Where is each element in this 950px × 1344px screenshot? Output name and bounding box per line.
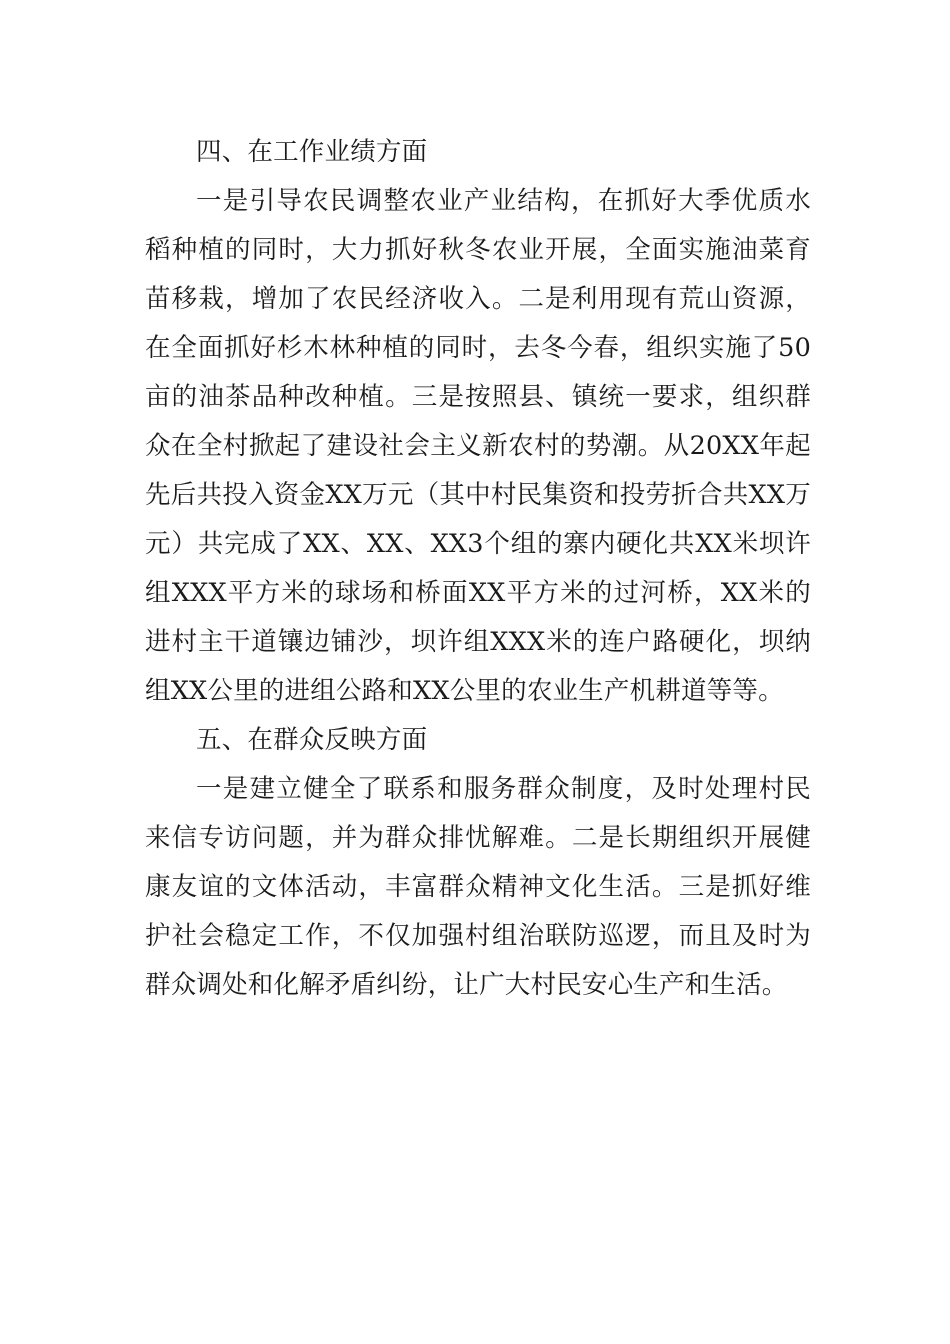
- document-body: [145, 128, 811, 1010]
- section-5-paragraph: 一是建立健全了联系和服务群众制度，及时处理村民来信专访问题，并为群众排忧解难。二是长期组织开展健康友谊的文体活动，丰富群众精神文化生活。三是抓好维护社会稳定工作，不仅加强村组治联防巡逻，而且及时为群众调处和化解矛盾纠纷，让广大村民安心生产和生活。: [145, 774, 811, 1000]
- section-5-heading: 五、在群众反映方面: [196, 725, 428, 755]
- section-4-heading: 四、在工作业绩方面: [196, 137, 428, 167]
- section-4-paragraph: 一是引导农民调整农业产业结构，在抓好大季优质水稻种植的同时，大力抓好秋冬农业开展，全面实施油菜育苗移栽，增加了农民经济收入。二是利用现有荒山资源，在全面抓好杉木林种植的同时，去冬今春，组织实施了50亩的油茶品种改种植。三是按照县、镇统一要求，组织群众在全村掀起了建设社会主义新农村的势潮。从20XX年起先后共投入资金XX万元（其中村民集资和投劳折合共XX万元）共完成了XX、XX、XX3个组的寨内硬化共XX米坝许组XXX平方米的球场和桥面XX平方米的过河桥，XX米的进村主干道镶边铺沙，坝许组XXX米的连户路硬化，坝纳组XX公里的进组公路和XX公里的农业生产机耕道等等。: [145, 186, 811, 706]
